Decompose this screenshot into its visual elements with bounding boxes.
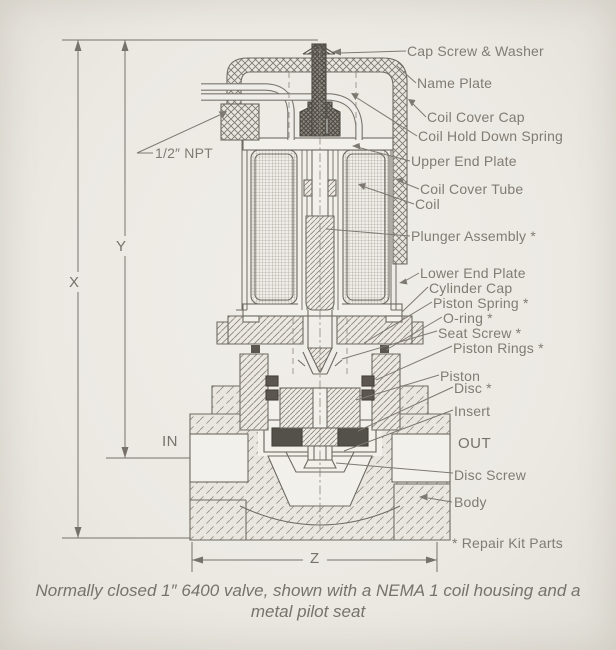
label-insert: Insert [454, 403, 491, 419]
label-coil-cover-tube: Coil Cover Tube [420, 181, 524, 197]
label-piston: Piston [440, 368, 481, 384]
label-o-ring: O-ring * [443, 310, 493, 326]
conduit-hub [221, 104, 259, 140]
label-coil-cover-cap: Coil Cover Cap [427, 109, 525, 125]
label-name-plate: Name Plate [417, 75, 493, 91]
figure-caption-line2: metal pilot seat [250, 602, 366, 621]
dimension-z: Z [310, 550, 320, 567]
figure-caption-line1: Normally closed 1″ 6400 valve, shown with a NEMA 1 coil housing and a [35, 581, 581, 600]
dimension-y: Y [116, 238, 127, 255]
label-npt: 1/2″ NPT [155, 145, 213, 161]
label-cap-screw-washer: Cap Screw & Washer [407, 43, 544, 59]
label-coil-hold-down-spring: Coil Hold Down Spring [418, 128, 564, 144]
dimension-x: X [69, 274, 80, 291]
label-disc: Disc * [454, 380, 492, 396]
label-seat-screw: Seat Screw * [438, 325, 522, 341]
repair-kit-note: * Repair Kit Parts [452, 535, 563, 551]
label-disc-screw: Disc Screw [454, 467, 527, 483]
figure-caption [0, 580, 616, 622]
label-port-in: IN [162, 433, 178, 450]
label-upper-end-plate: Upper End Plate [411, 153, 517, 169]
label-lower-end-plate: Lower End Plate [420, 265, 526, 281]
piston-ring-part [266, 376, 278, 386]
label-piston-rings: Piston Rings * [453, 340, 544, 356]
label-coil: Coil [415, 196, 440, 212]
label-piston-spring: Piston Spring * [433, 295, 529, 311]
label-cylinder-cap: Cylinder Cap [429, 280, 513, 296]
label-body: Body [454, 494, 487, 510]
o-ring-part [251, 345, 260, 353]
label-plunger-assembly: Plunger Assembly * [411, 228, 536, 244]
label-port-out: OUT [458, 435, 492, 452]
